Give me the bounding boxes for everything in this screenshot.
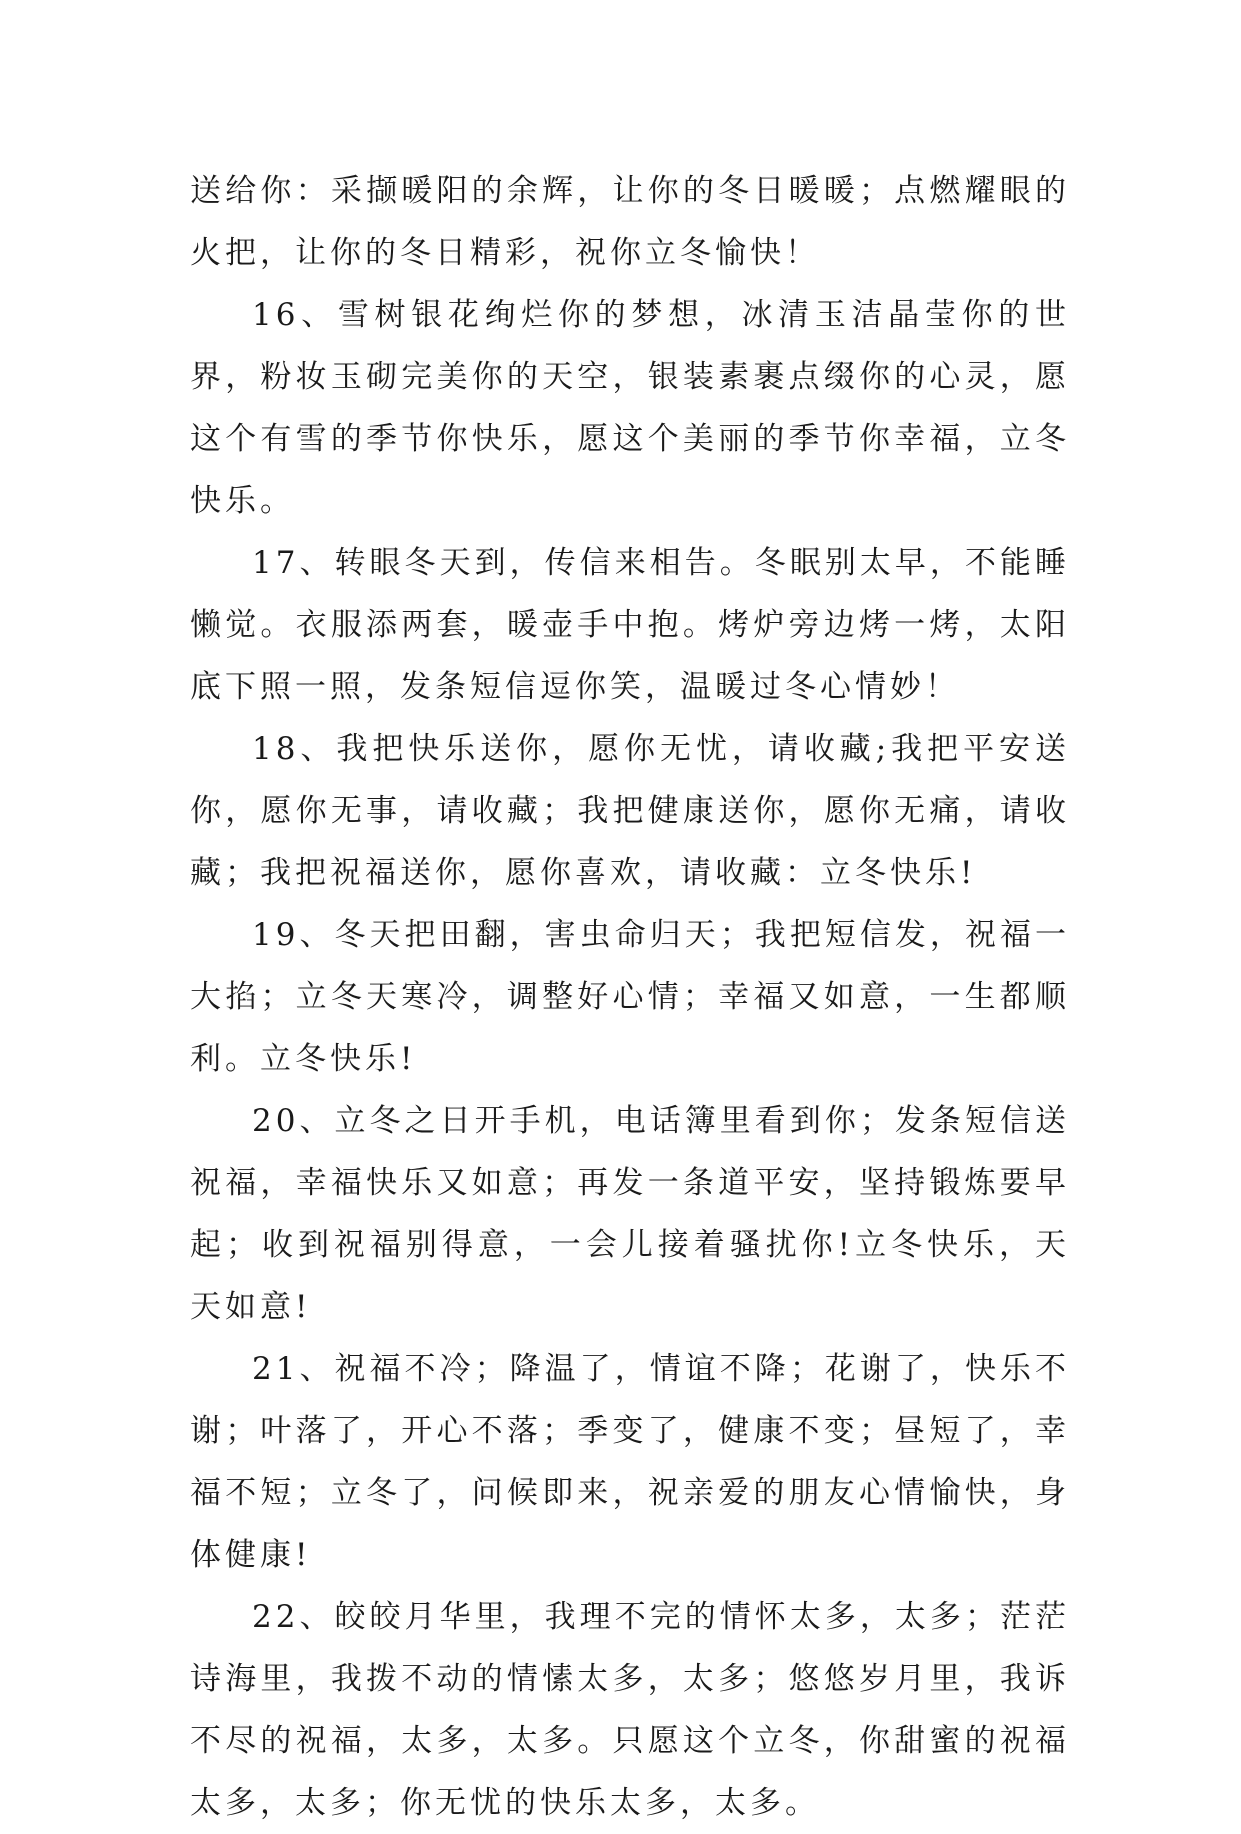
paragraph-continued: 送给你：采撷暖阳的余辉，让你的冬日暖暖；点燃耀眼的火把，让你的冬日精彩，祝你立冬愉快！ bbox=[190, 173, 1070, 271]
document-body bbox=[190, 160, 1070, 1834]
paragraph-16: 16、雪树银花绚烂你的梦想，冰清玉洁晶莹你的世界，粉妆玉砌完美你的天空，银装素裹点缀你的心灵，愿这个有雪的季节你快乐，愿这个美丽的季节你幸福，立冬快乐。 bbox=[190, 297, 1070, 519]
paragraph-20: 20、立冬之日开手机，电话簿里看到你；发条短信送祝福，幸福快乐又如意；再发一条道平安，坚持锻炼要早起；收到祝福别得意，一会儿接着骚扰你!立冬快乐，天天如意! bbox=[190, 1103, 1070, 1325]
paragraph-18: 18、我把快乐送你，愿你无忧，请收藏;我把平安送你，愿你无事，请收藏；我把健康送你，愿你无痛，请收藏；我把祝福送你，愿你喜欢，请收藏：立冬快乐! bbox=[190, 731, 1070, 891]
paragraph-21: 21、祝福不冷；降温了，情谊不降；花谢了，快乐不谢；叶落了，开心不落；季变了，健康不变；昼短了，幸福不短；立冬了，问候即来，祝亲爱的朋友心情愉快，身体健康! bbox=[190, 1351, 1070, 1573]
paragraph-17: 17、转眼冬天到，传信来相告。冬眠别太早，不能睡懒觉。衣服添两套，暖壶手中抱。烤炉旁边烤一烤，太阳底下照一照，发条短信逗你笑，温暖过冬心情妙！ bbox=[190, 545, 1070, 705]
paragraph-19: 19、冬天把田翻，害虫命归天；我把短信发，祝福一大掐；立冬天寒冷，调整好心情；幸福又如意，一生都顺利。立冬快乐! bbox=[190, 917, 1070, 1077]
paragraph-22: 22、皎皎月华里，我理不完的情怀太多，太多；茫茫诗海里，我拨不动的情愫太多，太多；悠悠岁月里，我诉不尽的祝福，太多，太多。只愿这个立冬，你甜蜜的祝福太多，太多；你无忧的快乐太多，太多。 bbox=[190, 1599, 1070, 1821]
